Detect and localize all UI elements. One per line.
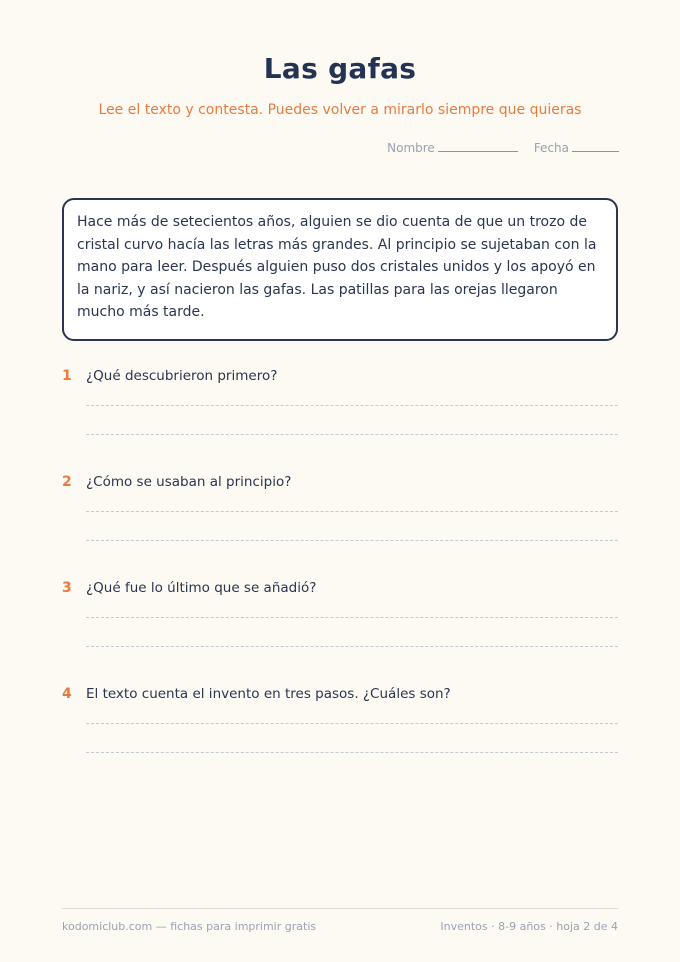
date-label: Fecha xyxy=(533,141,569,155)
answer-line[interactable] xyxy=(86,723,618,724)
instructions: Lee el texto y contesta. Puedes volver a mirarlo siempre que quieras xyxy=(98,102,582,118)
answer-line[interactable] xyxy=(86,540,618,541)
answer-line[interactable] xyxy=(86,646,618,647)
answer-line[interactable] xyxy=(86,405,618,406)
question-text: ¿Qué fue lo último que se añadió? xyxy=(86,580,317,596)
question-1 xyxy=(62,368,618,384)
answer-line[interactable] xyxy=(86,511,618,512)
name-label: Nombre xyxy=(387,141,435,155)
question-text: ¿Qué descubrieron primero? xyxy=(86,368,278,384)
answer-line[interactable] xyxy=(86,434,618,435)
reading-passage: Hace más de setecientos años, alguien se dio cuenta de que un trozo de cristal curvo hacía las letras más grandes. Al principio se sujetaban con la mano para leer. Después alguien puso dos cristales unidos y los apoyó en la nariz, y así nacieron las gafas. Las patillas para las orejas llegaron mucho más tarde. xyxy=(62,198,618,341)
question-4 xyxy=(62,686,618,702)
footer-site: kodomiclub.com — fichas para imprimir gratis xyxy=(62,920,317,933)
question-number: 2 xyxy=(62,474,72,490)
question-2 xyxy=(62,474,618,490)
date-field[interactable] xyxy=(534,139,619,155)
answer-line[interactable] xyxy=(86,617,618,618)
name-date-fields xyxy=(387,139,619,155)
page-title: Las gafas xyxy=(263,52,417,85)
date-blank[interactable] xyxy=(572,139,619,152)
name-field[interactable] xyxy=(387,139,518,155)
question-text: ¿Cómo se usaban al principio? xyxy=(86,474,292,490)
question-number: 1 xyxy=(62,368,72,384)
question-3 xyxy=(62,580,618,596)
question-number: 4 xyxy=(62,686,72,702)
name-blank[interactable] xyxy=(438,139,518,152)
question-number: 3 xyxy=(62,580,72,596)
answer-line[interactable] xyxy=(86,752,618,753)
footer-meta: Inventos · 8-9 años · hoja 2 de 4 xyxy=(440,920,618,933)
question-text: El texto cuenta el invento en tres pasos. ¿Cuáles son? xyxy=(86,686,451,702)
footer-divider xyxy=(62,908,618,909)
